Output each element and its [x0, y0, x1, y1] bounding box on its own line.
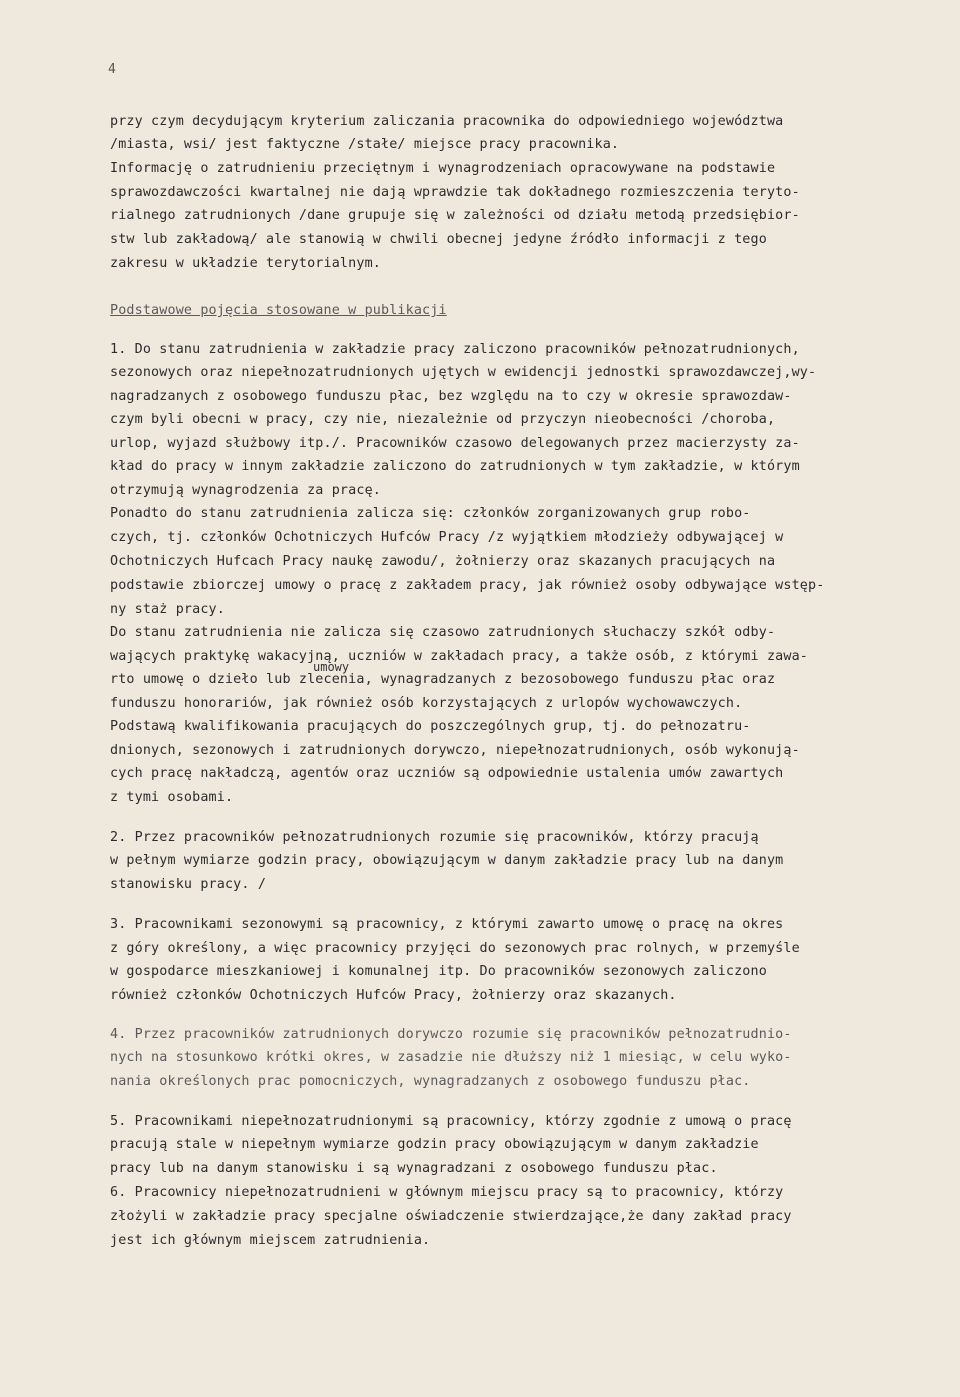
text-line: nagradzanych z osobowego funduszu płac, bez względu na to czy w okresie sprawozdaw- — [110, 389, 792, 404]
text-line: sprawozdawczości kwartalnej nie dają wprawdzie tak dokładnego rozmieszczenia teryto- — [110, 185, 800, 200]
text-line: 5. Pracownikami niepełnozatrudnionymi są pracownicy, którzy zgodnie z umową o pracę — [110, 1114, 792, 1129]
text-line: nania określonych prac pomocniczych, wynagradzanych z osobowego funduszu płac. — [110, 1074, 751, 1089]
text-line: wających praktykę wakacyjną, uczniów w zakładach pracy, a także osób, z którymi zawa- — [110, 649, 809, 664]
text-line: Do stanu zatrudnienia nie zalicza się czasowo zatrudnionych słuchaczy szkół odby- — [110, 625, 776, 640]
text-line: Informację o zatrudnieniu przeciętnym i wynagrodzeniach opracowywane na podstawie — [110, 161, 776, 176]
text-line: dnionych, sezonowych i zatrudnionych dorywczo, niepełnozatrudnionych, osób wykonują- — [110, 743, 800, 758]
text-line: przy czym decydującym kryterium zaliczania pracownika do odpowiedniego województwa — [110, 114, 784, 129]
text-line: złożyli w zakładzie pracy specjalne oświadczenie stwierdzające,że dany zakład pracy — [110, 1209, 792, 1224]
text-line: 3. Pracownikami sezonowymi są pracownicy, z którymi zawarto umowę o pracę na okres — [110, 917, 784, 932]
text-line: nych na stosunkowo krótki okres, w zasadzie nie dłuższy niż 1 miesiąc, w celu wyko- — [110, 1050, 792, 1065]
text-line: funduszu honorariów, jak również osób korzystających z urlopów wychowawczych. — [110, 696, 743, 711]
text-line: z tymi osobami. — [110, 790, 234, 805]
text-line: z góry określony, a więc pracownicy przyjęci do sezonowych prac rolnych, w przemyśle — [110, 941, 800, 956]
text-line: również członków Ochotniczych Hufców Pracy, żołnierzy oraz skazanych. — [110, 988, 677, 1003]
text-line: kład do pracy w innym zakładzie zaliczono do zatrudnionych w tym zakładzie, w którym — [110, 459, 800, 474]
text-line: rto umowę o dzieło lub zlecenia, wynagradzanych z bezosobowego funduszu płac oraz — [110, 672, 776, 687]
overprint-word: umowy — [313, 660, 350, 674]
text-line: Podstawą kwalifikowania pracujących do poszczególnych grup, tj. do pełnozatru- — [110, 719, 751, 734]
text-line: urlop, wyjazd służbowy itp./. Pracowników czasowo delegowanych przez macierzysty za- — [110, 436, 800, 451]
text-line: sezonowych oraz niepełnozatrudnionych ujętych w ewidencji jednostki sprawozdawczej,wy- — [110, 365, 817, 380]
text-line: stanowisku pracy. / — [110, 877, 267, 892]
text-line: jest ich głównym miejscem zatrudnienia. — [110, 1233, 431, 1248]
text-line: w pełnym wymiarze godzin pracy, obowiązującym w danym zakładzie pracy lub na danym — [110, 853, 784, 868]
text-line: cych pracę nakładczą, agentów oraz uczniów są odpowiednie ustalenia umów zawartych — [110, 766, 784, 781]
page-number: 4 — [108, 62, 116, 77]
text-line: 4. Przez pracowników zatrudnionych dorywczo rozumie się pracowników pełnozatrudnio- — [110, 1027, 792, 1042]
text-line: rialnego zatrudnionych /dane grupuje się w zależności od działu metodą przedsiębior- — [110, 208, 800, 223]
text-line: w gospodarce mieszkaniowej i komunalnej itp. Do pracowników sezonowych zaliczono — [110, 964, 767, 979]
text-line: 1. Do stanu zatrudnienia w zakładzie pracy zaliczono pracowników pełnozatrudnionych, — [110, 342, 800, 357]
text-line: Ponadto do stanu zatrudnienia zalicza się: członków zorganizowanych grup robo- — [110, 506, 751, 521]
text-line: otrzymują wynagrodzenia za pracę. — [110, 483, 381, 498]
text-line: Ochotniczych Hufcach Pracy naukę zawodu/, żołnierzy oraz skazanych pracujących na — [110, 554, 776, 569]
text-line: /miasta, wsi/ jest faktyczne /stałe/ miejsce pracy pracownika. — [110, 137, 620, 152]
text-line: 6. Pracownicy niepełnozatrudnieni w głównym miejscu pracy są to pracownicy, którzy — [110, 1185, 784, 1200]
text-line: pracy lub na danym stanowisku i są wynagradzani z osobowego funduszu płac. — [110, 1161, 718, 1176]
text-line: czych, tj. członków Ochotniczych Hufców Pracy /z wyjątkiem młodzieży odbywającej w — [110, 530, 784, 545]
text-line: 2. Przez pracowników pełnozatrudnionych rozumie się pracowników, którzy pracują — [110, 830, 759, 845]
text-line: pracują stale w niepełnym wymiarze godzin pracy obowiązującym w danym zakładzie — [110, 1137, 759, 1152]
text-line: ny staż pracy. — [110, 602, 225, 617]
text-line: czym byli obecni w pracy, czy nie, niezależnie od przyczyn nieobecności /choroba, — [110, 412, 776, 427]
section-heading: Podstawowe pojęcia stosowane w publikacji — [110, 303, 447, 318]
text-line: zakresu w układzie terytorialnym. — [110, 256, 381, 271]
text-line: stw lub zakładową/ ale stanowią w chwili obecnej jedyne źródło informacji z tego — [110, 232, 767, 247]
text-line: podstawie zbiorczej umowy o pracę z zakładem pracy, jak również osoby odbywające wstęp- — [110, 578, 825, 593]
